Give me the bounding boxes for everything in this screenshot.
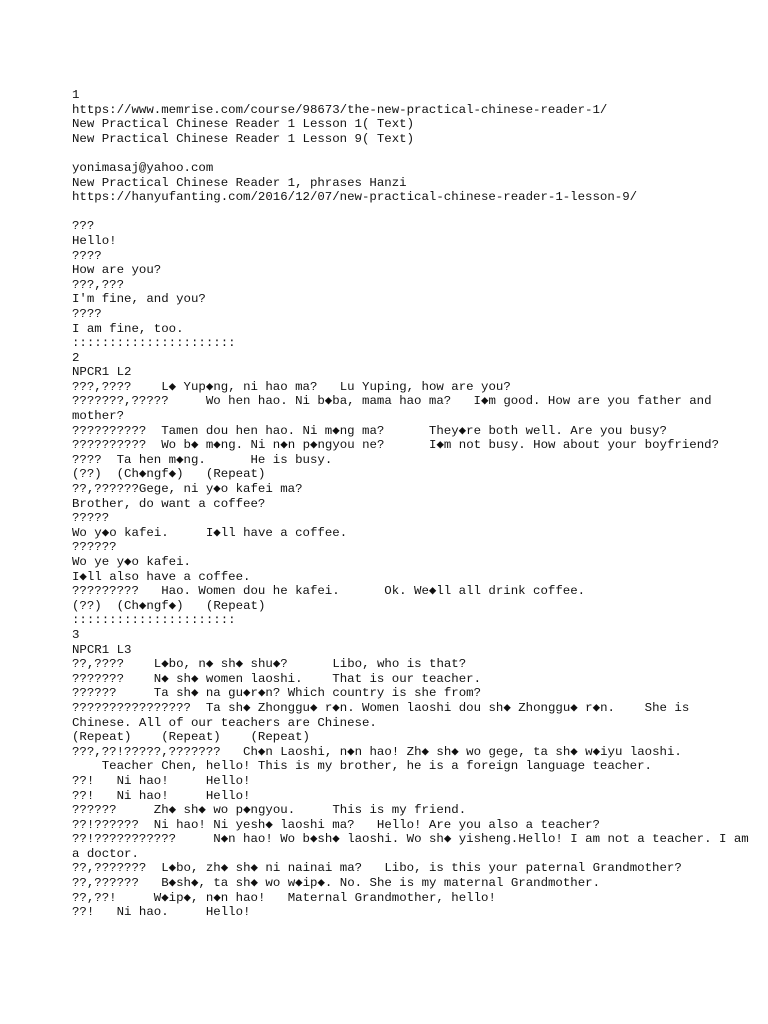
blank-line (72, 205, 752, 220)
text-line: New Practical Chinese Reader 1 Lesson 1( Text) (72, 117, 415, 132)
email-link[interactable]: yonimasaj@yahoo.com (72, 160, 214, 175)
text-line: How are you? (72, 263, 162, 278)
dialogue-line: Brother, do want a coffee? (72, 496, 266, 511)
section-number: 3 (72, 627, 80, 642)
page-number: 1 (72, 88, 80, 102)
blank-line (72, 146, 752, 161)
dialogue-line: ???,??!?????,??????? Ch◆n Laoshi, n◆n hao! Zh◆ sh◆ wo gege, ta sh◆ w◆iyu laoshi. (72, 744, 682, 759)
section-divider: :::::::::::::::::::::: (72, 613, 236, 628)
dialogue-line: (Repeat) (Repeat) (Repeat) (72, 730, 310, 745)
dialogue-line: Wo y◆o kafei. I◆ll have a coffee. (72, 525, 348, 540)
dialogue-line: ??,??????? L◆bo, zh◆ sh◆ ni nainai ma? Libo, is this your paternal Grandmother? (72, 861, 682, 876)
dialogue-line: ?????????? Wo b◆ m◆ng. Ni n◆n p◆ngyou ne? I◆m not busy. How about your boyfriend? (72, 438, 720, 453)
lesson-heading: NPCR1 L3 (72, 642, 132, 657)
text-line: New Practical Chinese Reader 1 Lesson 9( Text) (72, 131, 415, 146)
dialogue-line: ???? Ta hen m◆ng. He is busy. (72, 452, 333, 467)
text-line: ???? (72, 248, 102, 263)
text-line: New Practical Chinese Reader 1, phrases Hanzi (72, 175, 407, 190)
dialogue-line: ??! Ni hao! Hello! (72, 788, 251, 803)
dialogue-line: I◆ll also have a coffee. (72, 569, 251, 584)
dialogue-line: ???????????????? Ta sh◆ Zhonggu◆ r◆n. Women laoshi dou sh◆ Zhonggu◆ r◆n. She is Chinese. All of our teachers are Chinese. (72, 700, 697, 730)
dialogue-line: ????????? Hao. Women dou he kafei. Ok. We◆ll all drink coffee. (72, 584, 586, 599)
dialogue-line: ??! Ni hao. Hello! (72, 905, 251, 920)
url-link[interactable]: https://www.memrise.com/course/98673/the-new-practical-chinese-reader-1/ (72, 102, 608, 117)
dialogue-line: Teacher Chen, hello! This is my brother, he is a foreign language teacher. (72, 759, 652, 774)
section-divider: :::::::::::::::::::::: (72, 336, 236, 351)
dialogue-line: ?????? Ta sh◆ na gu◆r◆n? Which country is she from? (72, 686, 482, 701)
dialogue-line: Wo ye y◆o kafei. (72, 555, 191, 569)
dialogue-line: ???,???? L◆ Yup◆ng, ni hao ma? Lu Yuping, how are you? (72, 379, 511, 394)
section-number: 2 (72, 350, 80, 365)
text-line: I'm fine, and you? (72, 292, 206, 307)
dialogue-line: ?????????? Tamen dou hen hao. Ni m◆ng ma? They◆re both well. Are you busy? (72, 423, 667, 438)
dialogue-line: ??! Ni hao! Hello! (72, 773, 251, 788)
document-page (72, 88, 757, 920)
dialogue-line: ??,??! W◆ip◆, n◆n hao! Maternal Grandmother, hello! (72, 890, 496, 905)
text-line: Hello! (72, 233, 117, 248)
text-line: I am fine, too. (72, 321, 184, 336)
dialogue-line: (??) (Ch◆ngf◆) (Repeat) (72, 467, 266, 482)
dialogue-line: (??) (Ch◆ngf◆) (Repeat) (72, 598, 266, 613)
dialogue-line: ??!??????????? N◆n hao! Wo b◆sh◆ laoshi. Wo sh◆ yisheng.Hello! I am not a teacher. I am a doctor. (72, 832, 757, 861)
dialogue-line: ??????? N◆ sh◆ women laoshi. That is our teacher. (72, 671, 482, 686)
dialogue-line: ??,?????? B◆sh◆, ta sh◆ wo w◆ip◆. No. She is my maternal Grandmother. (72, 876, 601, 891)
dialogue-line: ??,???? L◆bo, n◆ sh◆ shu◆? Libo, who is that? (72, 657, 467, 672)
dialogue-line: ??,??????Gege, ni y◆o kafei ma? (72, 482, 303, 497)
dialogue-line: ?????? (72, 540, 117, 555)
dialogue-line: ??!?????? Ni hao! Ni yesh◆ laoshi ma? Hello! Are you also a teacher? (72, 817, 600, 832)
url-link[interactable]: https://hanyufanting.com/2016/12/07/new-practical-chinese-reader-1-lesson-9/ (72, 190, 638, 205)
text-line: ??? (72, 219, 95, 234)
lesson-heading: NPCR1 L2 (72, 365, 132, 380)
text-line: ???? (72, 306, 102, 321)
dialogue-line: ?????? Zh◆ sh◆ wo p◆ngyou. This is my friend. (72, 803, 467, 818)
dialogue-line: ????? (72, 511, 110, 526)
text-line: ???,??? (72, 277, 125, 292)
dialogue-line: ???????,????? Wo hen hao. Ni b◆ba, mama hao ma? I◆m good. How are you father and mother? (72, 394, 719, 424)
